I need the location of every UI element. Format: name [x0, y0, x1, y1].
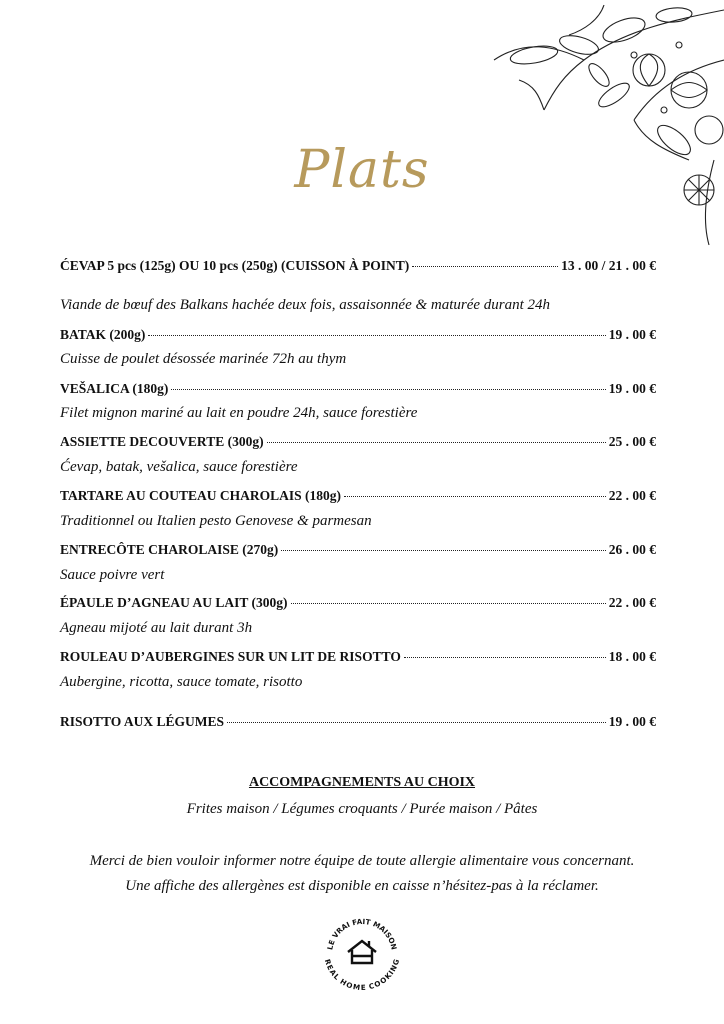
item-description: Cuisse de poulet désossée marinée 72h au thym [60, 351, 347, 367]
item-price: 19 . 00 € [608, 381, 656, 396]
item-price: 22 . 00 € [608, 488, 656, 503]
item-name: TARTARE AU COUTEAU CHAROLAIS (180g) [60, 488, 342, 503]
svg-text:LE VRAI FAIT MAISON [325, 917, 398, 951]
item-price: 26 . 00 € [608, 542, 656, 557]
menu-item-assiette [60, 434, 656, 450]
menu-item-epaule [60, 595, 656, 611]
dot-leader [344, 495, 606, 497]
item-name: RISOTTO AUX LÉGUMES [60, 714, 225, 729]
item-price: 18 . 00 € [608, 649, 656, 664]
item-description: Ćevap, batak, vešalica, sauce forestière [60, 459, 298, 475]
item-name: ENTRECÔTE CHAROLAISE (270g) [60, 542, 279, 557]
item-description: Agneau mijoté au lait durant 3h [60, 620, 253, 636]
badge-bottom-text: REAL HOME COOKING [323, 957, 401, 992]
item-description: Traditionnel ou Italien pesto Genovese & parmesan [60, 513, 372, 529]
accompaniments-title: ACCOMPAGNEMENTS AU CHOIX [248, 775, 476, 790]
menu-item-batak [60, 327, 656, 343]
dot-leader [148, 334, 605, 336]
house-icon [348, 941, 376, 963]
menu-item-vesalica [60, 381, 656, 397]
item-description: Viande de bœuf des Balkans hachée deux fois, assaisonnée & maturée durant 24h [60, 297, 551, 313]
dot-leader [412, 265, 558, 267]
badge-top-text: LE VRAI FAIT MAISON [325, 916, 399, 951]
item-description: Aubergine, ricotta, sauce tomate, risotto [60, 674, 303, 690]
item-description: Filet mignon mariné au lait en poudre 24h, sauce forestière [60, 405, 418, 421]
item-price: 25 . 00 € [608, 434, 656, 449]
allergy-note-line-1: Merci de bien vouloir informer notre équipe de toute allergie alimentaire vous concernant. [89, 853, 635, 869]
item-description: Sauce poivre vert [60, 567, 165, 583]
item-price: 19 . 00 € [608, 714, 656, 729]
dot-leader [291, 602, 606, 604]
item-name: BATAK (200g) [60, 327, 146, 342]
item-price: 19 . 00 € [608, 327, 656, 342]
allergy-note-line-2: Une affiche des allergènes est disponible en caisse n’hésitez-pas à la réclamer. [125, 878, 599, 894]
fait-maison-badge [318, 908, 406, 996]
dot-leader [281, 549, 605, 551]
menu-item-entrecote [60, 542, 656, 558]
dot-leader [227, 721, 606, 723]
menu-item-cevap [60, 258, 656, 274]
item-name: ÉPAULE D’AGNEAU AU LAIT (300g) [60, 595, 288, 610]
dot-leader [404, 656, 606, 658]
menu-item-rouleau [60, 649, 656, 665]
menu-item-tartare [60, 488, 656, 504]
item-price: 13 . 00 / 21 . 00 € [561, 258, 656, 273]
menu-item-risotto [60, 714, 656, 730]
item-name: VEŠALICA (180g) [60, 381, 169, 396]
page-title: Plats [294, 140, 430, 200]
floral-illustration [474, 0, 724, 250]
item-name: ROULEAU D’AUBERGINES SUR UN LIT DE RISOTTO [60, 649, 401, 664]
dot-leader [267, 441, 606, 443]
dot-leader [171, 388, 605, 390]
item-price: 22 . 00 € [608, 595, 656, 610]
accompaniments-list: Frites maison / Légumes croquants / Purée maison / Pâtes [186, 801, 538, 817]
item-name: ASSIETTE DECOUVERTE (300g) [60, 434, 264, 449]
item-name: ĆEVAP 5 pcs (125g) OU 10 pcs (250g) (CUISSON À POINT) [60, 258, 410, 273]
